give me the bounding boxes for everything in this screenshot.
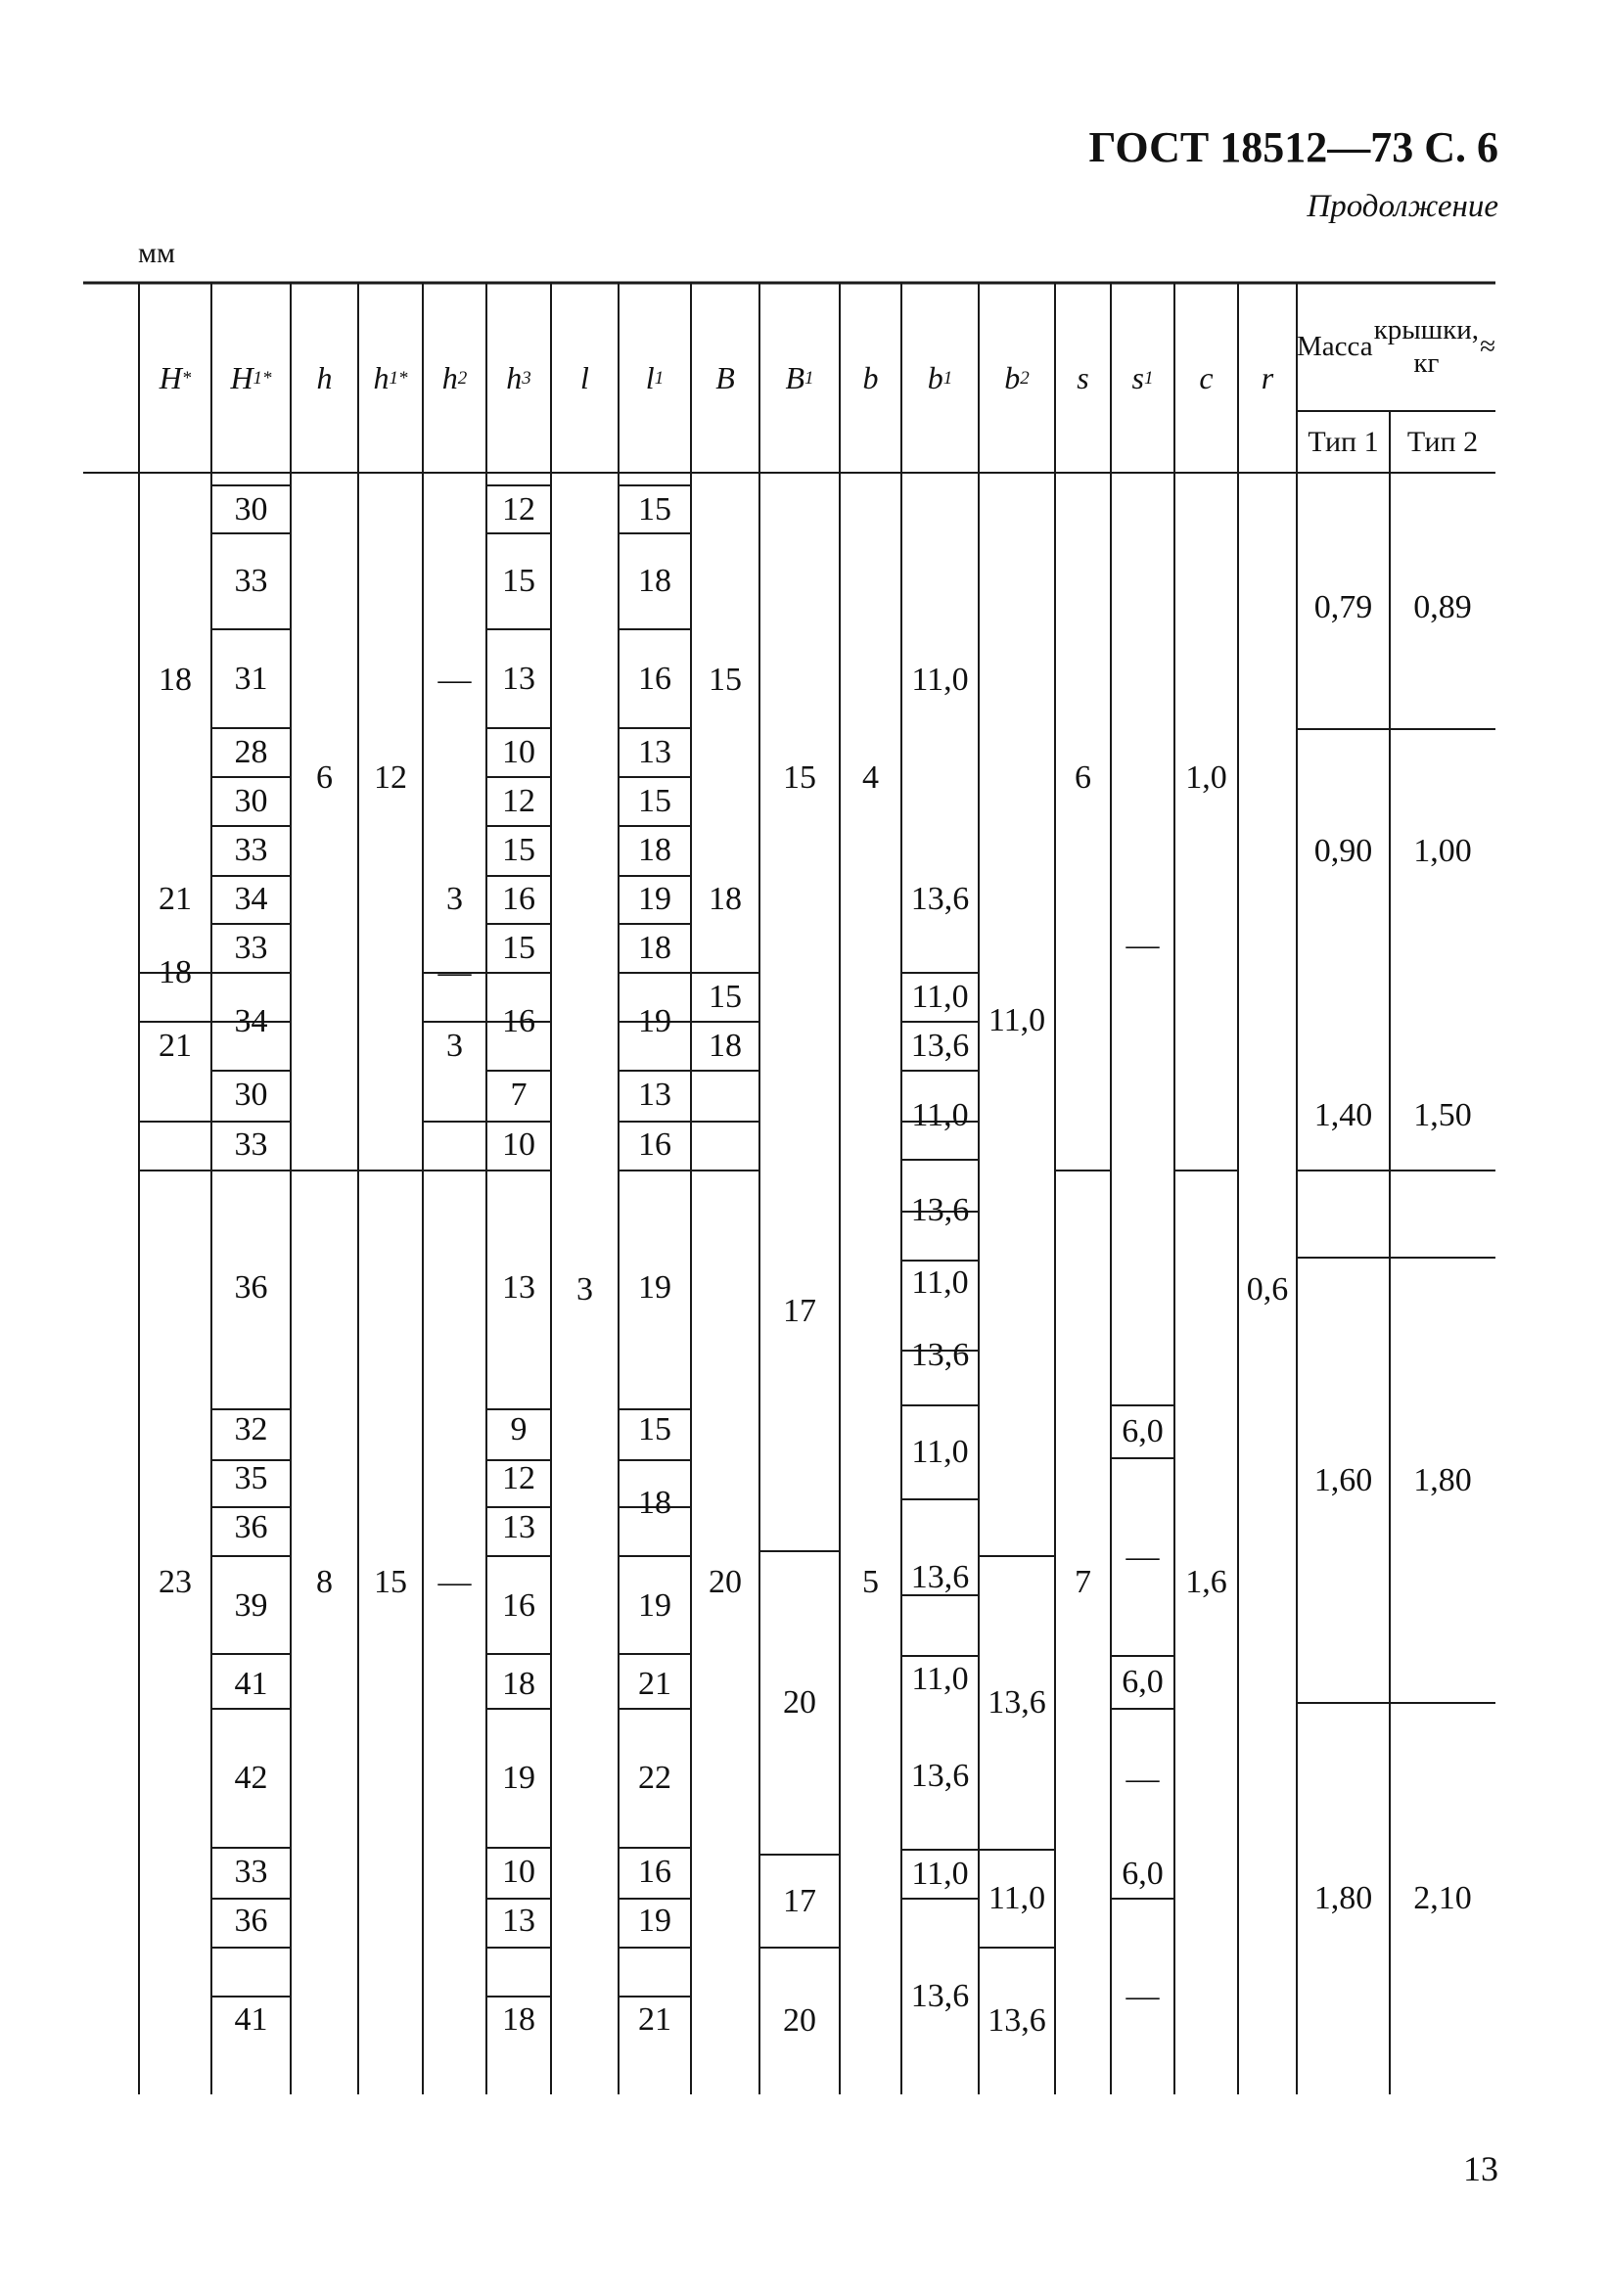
table-cell-b1: 15 <box>783 759 816 796</box>
table-cell-b1: 11,0 <box>911 979 969 1015</box>
table-cell-h1: 12 <box>374 759 407 796</box>
table-cell-s1: 6,0 <box>1122 1664 1164 1700</box>
table-cell-b1: 13,6 <box>910 1191 970 1228</box>
table-cell-h3: 15 <box>502 563 535 599</box>
continuation-label: Продолжение <box>1307 189 1498 224</box>
table-cell-h1: 34 <box>234 881 268 917</box>
table-cell-b: 5 <box>862 1564 879 1600</box>
table-cell-h: 23 <box>159 1564 192 1600</box>
column-header-b: b <box>862 360 879 395</box>
table-cell-l1: 18 <box>638 1485 671 1521</box>
column-header-h1: H 1 * <box>230 360 272 395</box>
table-cell-b1: 13,6 <box>910 1978 970 2014</box>
table-cell-h1: 32 <box>234 1411 268 1447</box>
table-cell-h3: 12 <box>502 490 535 528</box>
column-header-h1: h 1 * <box>373 360 408 395</box>
table-cell-b1: 13,6 <box>910 1337 970 1373</box>
table-cell-mass1: 1,40 <box>1313 1096 1373 1133</box>
table-cell-h1: 36 <box>234 1903 268 1939</box>
table-cell-h1: 42 <box>234 1760 268 1796</box>
table-cell-h3: 16 <box>502 1587 535 1624</box>
table-cell-h1: 33 <box>234 563 268 599</box>
table-cell-b1: 11,0 <box>911 1264 969 1301</box>
table-cell-h3: 9 <box>510 1411 528 1447</box>
table-cell-s1: — <box>1126 1978 1160 2014</box>
table-cell-b2: 13,6 <box>988 1684 1046 1721</box>
mass-type1-header: Тип 1 <box>1308 425 1379 458</box>
table-cell-l1: 22 <box>638 1760 671 1796</box>
table-cell-mass1: 1,60 <box>1313 1461 1373 1498</box>
column-header-h: H * <box>159 360 192 395</box>
table-cell-mass2: 2,10 <box>1413 1880 1472 1916</box>
table-cell-c: 1,0 <box>1185 759 1227 796</box>
approx-sign: ≈ <box>1480 330 1495 362</box>
table-cell-h: 21 <box>159 1028 192 1064</box>
table-cell-b1: 20 <box>783 2002 816 2039</box>
table-cell-h3: 16 <box>502 881 535 917</box>
table-cell-h1: 31 <box>234 660 268 697</box>
table-cell-h3: 15 <box>502 930 535 966</box>
table-cell-h: 8 <box>316 1564 333 1600</box>
table-cell-b1: 20 <box>783 1684 816 1721</box>
table-cell-h3: 13 <box>502 1269 535 1306</box>
table-cell-h1: 33 <box>234 832 268 868</box>
table-cell-l1: 19 <box>638 1903 671 1939</box>
table-cell-h3: 18 <box>502 2001 535 2038</box>
table-cell-h: 6 <box>316 759 333 796</box>
table-cell-h1: 28 <box>234 734 268 770</box>
table-cell-b2: 11,0 <box>988 1002 1046 1038</box>
table-cell-h3: 15 <box>502 832 535 868</box>
table-cell-b1: 17 <box>783 1882 816 1919</box>
table-cell-b: 18 <box>709 881 742 917</box>
document-title: ГОСТ 18512—73 С. 6 <box>1088 123 1498 171</box>
column-header-b1: b 1 <box>927 360 953 395</box>
table-cell-h3: 13 <box>502 1903 535 1939</box>
table-cell-l: 3 <box>576 1271 593 1308</box>
table-cell-h1: 33 <box>234 1854 268 1890</box>
table-cell-s1: 6,0 <box>1122 1856 1164 1892</box>
table-cell-s: 7 <box>1075 1564 1091 1600</box>
table-cell-l1: 16 <box>638 660 671 697</box>
table-cell-b: 15 <box>709 662 742 698</box>
table-cell-h3: 7 <box>510 1077 528 1113</box>
table-cell-h2: 3 <box>446 881 463 917</box>
table-cell-b: 18 <box>709 1028 742 1064</box>
column-header-b: B <box>715 360 735 395</box>
table-cell-h3: 16 <box>502 1003 535 1039</box>
unit-label: мм <box>138 237 175 269</box>
table-cell-h2: 3 <box>446 1028 463 1064</box>
table-cell-h1: 41 <box>234 2001 268 2038</box>
table-cell-h1: 35 <box>234 1460 268 1496</box>
table-cell-h1: 30 <box>234 1077 268 1113</box>
table-cell-b2: 13,6 <box>988 2002 1046 2039</box>
table-cell-h1: 36 <box>234 1509 268 1545</box>
table-cell-mass1: 0,79 <box>1313 588 1373 625</box>
table-cell-l1: 18 <box>638 832 671 868</box>
column-header-h: h <box>316 360 333 395</box>
table-cell-h1: 41 <box>234 1666 268 1702</box>
table-cell-h1: 39 <box>234 1587 268 1624</box>
table-cell-s1: — <box>1126 1761 1160 1797</box>
table-cell-h1: 15 <box>374 1564 407 1600</box>
column-header-c: c <box>1199 360 1214 395</box>
table-cell-h1: 33 <box>234 930 268 966</box>
table-cell-l1: 21 <box>638 2001 671 2038</box>
table-cell-h3: 13 <box>502 1509 535 1545</box>
table-cell-h: 21 <box>159 881 192 917</box>
table-cell-b1: 11,0 <box>911 1661 969 1697</box>
table-cell-l1: 18 <box>638 930 671 966</box>
table-cell-b: 15 <box>709 979 742 1015</box>
mass-column-header <box>1297 283 1495 411</box>
table-cell-l1: 15 <box>638 1411 671 1447</box>
table-cell-h2: — <box>437 662 472 698</box>
table-cell-h3: 10 <box>502 1126 535 1163</box>
column-header-b2: b 2 <box>1004 360 1030 395</box>
table-cell-b1: 13,6 <box>910 881 970 917</box>
table-cell-b: 4 <box>862 759 879 796</box>
column-header-l: l <box>580 360 589 395</box>
table-cell-h3: 19 <box>502 1760 535 1796</box>
table-cell-h1: 30 <box>234 783 268 819</box>
table-cell-l1: 19 <box>638 1003 671 1039</box>
table-cell-mass2: 1,50 <box>1413 1096 1472 1133</box>
table-cell-h3: 12 <box>502 1460 535 1496</box>
table-cell-l1: 16 <box>638 1126 671 1163</box>
table-cell-h: 18 <box>159 954 192 990</box>
table-cell-l1: 15 <box>638 490 671 528</box>
column-header-r: r <box>1261 360 1274 395</box>
table-cell-l1: 19 <box>638 1269 671 1306</box>
table-cell-l1: 18 <box>638 563 671 599</box>
table-cell-h3: 10 <box>502 734 535 770</box>
table-cell-mass1: 0,90 <box>1313 832 1373 869</box>
table-cell-c: 1,6 <box>1185 1564 1227 1600</box>
table-cell-b1: 13,6 <box>910 1559 970 1595</box>
table-cell-b1: 11,0 <box>911 1856 969 1892</box>
mass-type2-header: Тип 2 <box>1406 425 1479 458</box>
table-cell-h3: 10 <box>502 1854 535 1890</box>
column-header-b1: B 1 <box>785 360 814 395</box>
table-cell-b1: 11,0 <box>911 662 969 698</box>
table-cell-s: 6 <box>1075 759 1091 796</box>
page-number: 13 <box>1463 2149 1498 2188</box>
table-cell-s1: — <box>1126 1538 1160 1575</box>
mass-header-line1: Масса <box>1297 330 1373 362</box>
table-cell-mass2: 1,80 <box>1413 1461 1472 1498</box>
column-header-s1: s 1 <box>1131 360 1154 395</box>
table-cell-h2: — <box>437 1564 472 1600</box>
table-cell-h2: — <box>437 954 472 990</box>
column-header-l1: l 1 <box>645 360 665 395</box>
table-cell-h3: 13 <box>502 660 535 697</box>
table-cell-r: 0,6 <box>1246 1271 1289 1308</box>
table-cell-b1: 13,6 <box>910 1028 970 1064</box>
table-cell-s1: 6,0 <box>1122 1413 1164 1449</box>
table-cell-l1: 15 <box>638 783 671 819</box>
table-cell-h: 18 <box>159 662 192 698</box>
table-cell-s1: — <box>1126 927 1160 963</box>
table-cell-b1: 11,0 <box>911 1434 969 1470</box>
table-cell-b1: 17 <box>783 1292 816 1329</box>
table-cell-l1: 13 <box>638 1077 671 1113</box>
table-cell-b: 20 <box>709 1564 742 1600</box>
table-cell-l1: 21 <box>638 1666 671 1702</box>
table-cell-h3: 12 <box>502 783 535 819</box>
table-cell-l1: 16 <box>638 1854 671 1890</box>
table-cell-b2: 11,0 <box>988 1880 1046 1916</box>
table-cell-mass2: 0,89 <box>1413 588 1472 625</box>
table-cell-l1: 19 <box>638 1587 671 1624</box>
table-cell-h1: 30 <box>234 490 268 528</box>
column-header-h3: h 3 <box>506 360 531 395</box>
table-cell-h1: 34 <box>234 1003 268 1039</box>
table-cell-mass2: 1,00 <box>1413 832 1472 869</box>
column-header-s: s <box>1077 360 1089 395</box>
table-cell-h1: 36 <box>234 1269 268 1306</box>
table-cell-l1: 19 <box>638 881 671 917</box>
table-cell-mass1: 1,80 <box>1313 1880 1373 1916</box>
table-cell-h3: 18 <box>502 1666 535 1702</box>
table-cell-b1: 11,0 <box>911 1096 969 1133</box>
table-cell-h1: 33 <box>234 1126 268 1163</box>
column-header-h2: h 2 <box>441 360 468 395</box>
table-cell-l1: 13 <box>638 734 671 770</box>
table-cell-b1: 13,6 <box>910 1758 970 1794</box>
mass-header-line2: крышки, кг <box>1373 314 1479 379</box>
